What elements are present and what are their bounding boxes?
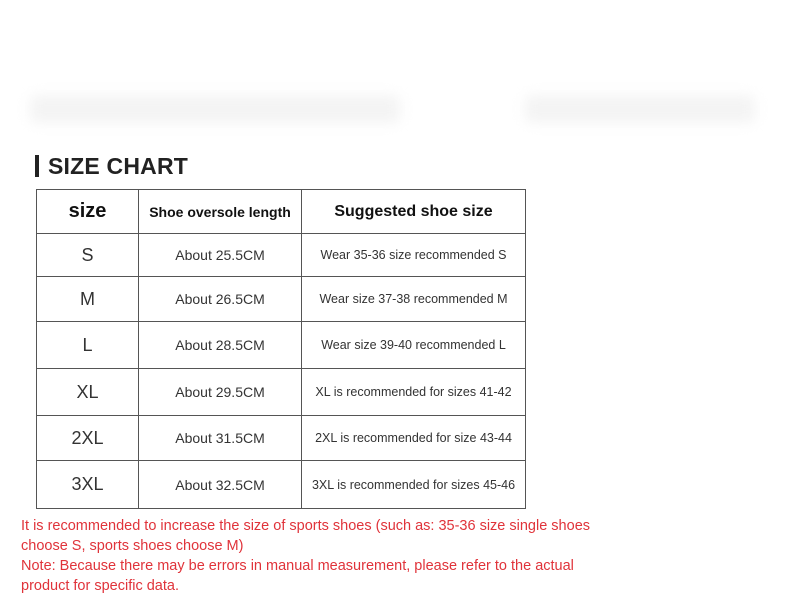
suggest-cell: Wear size 37-38 recommended M xyxy=(302,277,526,322)
table-row xyxy=(37,416,526,461)
table-header-row xyxy=(37,190,526,234)
table-row xyxy=(37,369,526,416)
length-cell: About 32.5CM xyxy=(139,461,302,509)
size-cell: 3XL xyxy=(37,461,139,509)
measurement-disclaimer-note: Note: Because there may be errors in manual measurement, please refer to the actual product for specific data. xyxy=(21,558,574,594)
suggest-cell: XL is recommended for sizes 41-42 xyxy=(302,369,526,416)
header-suggested-size: Suggested shoe size xyxy=(302,190,526,234)
length-cell: About 28.5CM xyxy=(139,322,302,369)
suggest-cell: Wear 35-36 size recommended S xyxy=(302,234,526,277)
size-chart-table xyxy=(36,189,526,509)
size-cell: 2XL xyxy=(37,416,139,461)
table-row xyxy=(37,322,526,369)
header-oversole-length: Shoe oversole length xyxy=(139,190,302,234)
suggest-cell: Wear size 39-40 recommended L xyxy=(302,322,526,369)
length-cell: About 25.5CM xyxy=(139,234,302,277)
table-row xyxy=(37,234,526,277)
faded-background-text-right xyxy=(525,95,755,123)
page-title: SIZE CHART xyxy=(48,153,188,179)
length-cell: About 29.5CM xyxy=(139,369,302,416)
suggest-cell: 2XL is recommended for size 43-44 xyxy=(302,416,526,461)
length-cell: About 31.5CM xyxy=(139,416,302,461)
header-size: size xyxy=(37,190,139,234)
title-accent-bar xyxy=(35,155,39,177)
size-cell: L xyxy=(37,322,139,369)
faded-background-text-left xyxy=(30,95,400,123)
size-cell: M xyxy=(37,277,139,322)
table-row xyxy=(37,461,526,509)
length-cell: About 26.5CM xyxy=(139,277,302,322)
sizing-recommendation-note: It is recommended to increase the size of sports shoes (such as: 35-36 size single shoes choose S, sports shoes choose M) xyxy=(21,518,591,554)
size-cell: S xyxy=(37,234,139,277)
recommendation-notes xyxy=(21,516,621,596)
size-cell: XL xyxy=(37,369,139,416)
table-row xyxy=(37,277,526,322)
suggest-cell: 3XL is recommended for sizes 45-46 xyxy=(302,461,526,509)
